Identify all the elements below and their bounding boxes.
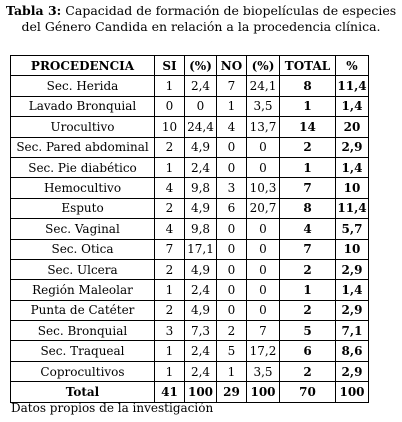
no-percent-cell: 0 <box>247 219 280 239</box>
si-percent-cell: 2,4 <box>185 341 217 361</box>
total-row-total-cell: 70 <box>280 382 336 402</box>
si-cell: 3 <box>155 321 185 341</box>
table-row <box>11 117 369 137</box>
si-cell: 1 <box>155 76 185 96</box>
total-percent-cell: 1,4 <box>336 96 369 116</box>
header-procedencia: PROCEDENCIA <box>11 56 155 76</box>
total-percent-cell: 8,6 <box>336 341 369 361</box>
header-no: NO <box>217 56 247 76</box>
procedencia-cell: Sec. Pie diabético <box>11 157 155 177</box>
procedencia-cell: Sec. Bronquial <box>11 321 155 341</box>
si-percent-cell: 9,8 <box>185 178 217 198</box>
total-row-si-cell: 41 <box>155 382 185 402</box>
total-cell: 6 <box>280 341 336 361</box>
total-row-si-percent-cell: 100 <box>185 382 217 402</box>
procedencia-cell: Punta de Catéter <box>11 300 155 320</box>
table-row <box>11 96 369 116</box>
table-row <box>11 239 369 259</box>
total-cell: 8 <box>280 76 336 96</box>
header-si-percent: (%) <box>185 56 217 76</box>
procedencia-cell: Lavado Bronquial <box>11 96 155 116</box>
si-cell: 1 <box>155 280 185 300</box>
source-note: Datos propios de la investigación <box>11 401 214 415</box>
header-total: TOTAL <box>280 56 336 76</box>
table-caption <box>0 3 402 35</box>
total-cell: 7 <box>280 178 336 198</box>
total-cell: 8 <box>280 198 336 218</box>
si-percent-cell: 4,9 <box>185 259 217 279</box>
no-cell: 1 <box>217 96 247 116</box>
no-percent-cell: 0 <box>247 157 280 177</box>
si-percent-cell: 0 <box>185 96 217 116</box>
total-percent-cell: 1,4 <box>336 157 369 177</box>
total-row-procedencia-cell: Total <box>11 382 155 402</box>
si-cell: 1 <box>155 341 185 361</box>
si-percent-cell: 2,4 <box>185 361 217 381</box>
si-percent-cell: 2,4 <box>185 157 217 177</box>
header-si: SI <box>155 56 185 76</box>
si-cell: 1 <box>155 157 185 177</box>
si-cell: 2 <box>155 259 185 279</box>
no-percent-cell: 24,1 <box>247 76 280 96</box>
si-percent-cell: 4,9 <box>185 300 217 320</box>
si-cell: 1 <box>155 361 185 381</box>
no-cell: 1 <box>217 361 247 381</box>
header-total-percent: % <box>336 56 369 76</box>
header-no-percent: (%) <box>247 56 280 76</box>
si-percent-cell: 2,4 <box>185 76 217 96</box>
procedencia-cell: Urocultivo <box>11 117 155 137</box>
no-percent-cell: 3,5 <box>247 96 280 116</box>
si-cell: 2 <box>155 198 185 218</box>
no-percent-cell: 13,7 <box>247 117 280 137</box>
si-cell: 0 <box>155 96 185 116</box>
total-row-no-percent-cell: 100 <box>247 382 280 402</box>
no-cell: 0 <box>217 300 247 320</box>
no-cell: 4 <box>217 117 247 137</box>
si-cell: 4 <box>155 178 185 198</box>
no-cell: 6 <box>217 198 247 218</box>
table-row <box>11 259 369 279</box>
total-percent-cell: 2,9 <box>336 300 369 320</box>
no-percent-cell: 10,3 <box>247 178 280 198</box>
table-row <box>11 361 369 381</box>
no-percent-cell: 7 <box>247 321 280 341</box>
procedencia-cell: Región Maleolar <box>11 280 155 300</box>
total-cell: 2 <box>280 361 336 381</box>
table-row <box>11 219 369 239</box>
table-row <box>11 300 369 320</box>
no-percent-cell: 3,5 <box>247 361 280 381</box>
no-cell: 0 <box>217 259 247 279</box>
total-cell: 1 <box>280 280 336 300</box>
total-percent-cell: 1,4 <box>336 280 369 300</box>
table-row <box>11 280 369 300</box>
total-percent-cell: 2,9 <box>336 259 369 279</box>
table-row <box>11 178 369 198</box>
procedencia-cell: Sec. Vaginal <box>11 219 155 239</box>
procedencia-cell: Sec. Ulcera <box>11 259 155 279</box>
procedencia-cell: Sec. Pared abdominal <box>11 137 155 157</box>
total-cell: 4 <box>280 219 336 239</box>
no-percent-cell: 0 <box>247 300 280 320</box>
si-cell: 2 <box>155 137 185 157</box>
si-percent-cell: 24,4 <box>185 117 217 137</box>
total-cell: 14 <box>280 117 336 137</box>
table-row <box>11 137 369 157</box>
table-row <box>11 76 369 96</box>
no-cell: 0 <box>217 137 247 157</box>
caption-label: Tabla 3: <box>5 3 62 18</box>
no-cell: 7 <box>217 76 247 96</box>
total-row-no-cell: 29 <box>217 382 247 402</box>
procedencia-cell: Sec. Traqueal <box>11 341 155 361</box>
total-cell: 7 <box>280 239 336 259</box>
data-table <box>10 55 369 403</box>
no-percent-cell: 0 <box>247 239 280 259</box>
si-cell: 4 <box>155 219 185 239</box>
no-cell: 0 <box>217 280 247 300</box>
procedencia-cell: Sec. Herida <box>11 76 155 96</box>
total-percent-cell: 2,9 <box>336 361 369 381</box>
total-cell: 2 <box>280 300 336 320</box>
total-percent-cell: 20 <box>336 117 369 137</box>
no-percent-cell: 0 <box>247 280 280 300</box>
no-percent-cell: 0 <box>247 259 280 279</box>
total-percent-cell: 7,1 <box>336 321 369 341</box>
total-percent-cell: 11,4 <box>336 198 369 218</box>
si-cell: 10 <box>155 117 185 137</box>
no-cell: 0 <box>217 219 247 239</box>
total-cell: 5 <box>280 321 336 341</box>
procedencia-cell: Sec. Otica <box>11 239 155 259</box>
total-cell: 2 <box>280 137 336 157</box>
no-percent-cell: 0 <box>247 137 280 157</box>
si-cell: 7 <box>155 239 185 259</box>
total-percent-cell: 5,7 <box>336 219 369 239</box>
procedencia-cell: Hemocultivo <box>11 178 155 198</box>
table-row <box>11 157 369 177</box>
no-cell: 3 <box>217 178 247 198</box>
table-row <box>11 341 369 361</box>
procedencia-cell: Esputo <box>11 198 155 218</box>
si-percent-cell: 4,9 <box>185 137 217 157</box>
si-cell: 2 <box>155 300 185 320</box>
total-cell: 1 <box>280 157 336 177</box>
no-percent-cell: 17,2 <box>247 341 280 361</box>
total-row <box>11 382 369 402</box>
si-percent-cell: 4,9 <box>185 198 217 218</box>
si-percent-cell: 9,8 <box>185 219 217 239</box>
total-percent-cell: 10 <box>336 239 369 259</box>
table-row <box>11 321 369 341</box>
total-cell: 2 <box>280 259 336 279</box>
no-cell: 2 <box>217 321 247 341</box>
no-percent-cell: 20,7 <box>247 198 280 218</box>
table-row <box>11 198 369 218</box>
procedencia-cell: Coprocultivos <box>11 361 155 381</box>
si-percent-cell: 17,1 <box>185 239 217 259</box>
caption-text: Capacidad de formación de biopelículas de especies del Género Candida en relación a la procedencia clínica. <box>21 3 397 34</box>
total-row-total-percent-cell: 100 <box>336 382 369 402</box>
si-percent-cell: 7,3 <box>185 321 217 341</box>
total-percent-cell: 2,9 <box>336 137 369 157</box>
si-percent-cell: 2,4 <box>185 280 217 300</box>
total-cell: 1 <box>280 96 336 116</box>
no-cell: 5 <box>217 341 247 361</box>
no-cell: 0 <box>217 239 247 259</box>
total-percent-cell: 11,4 <box>336 76 369 96</box>
header-row <box>11 56 369 76</box>
no-cell: 0 <box>217 157 247 177</box>
total-percent-cell: 10 <box>336 178 369 198</box>
